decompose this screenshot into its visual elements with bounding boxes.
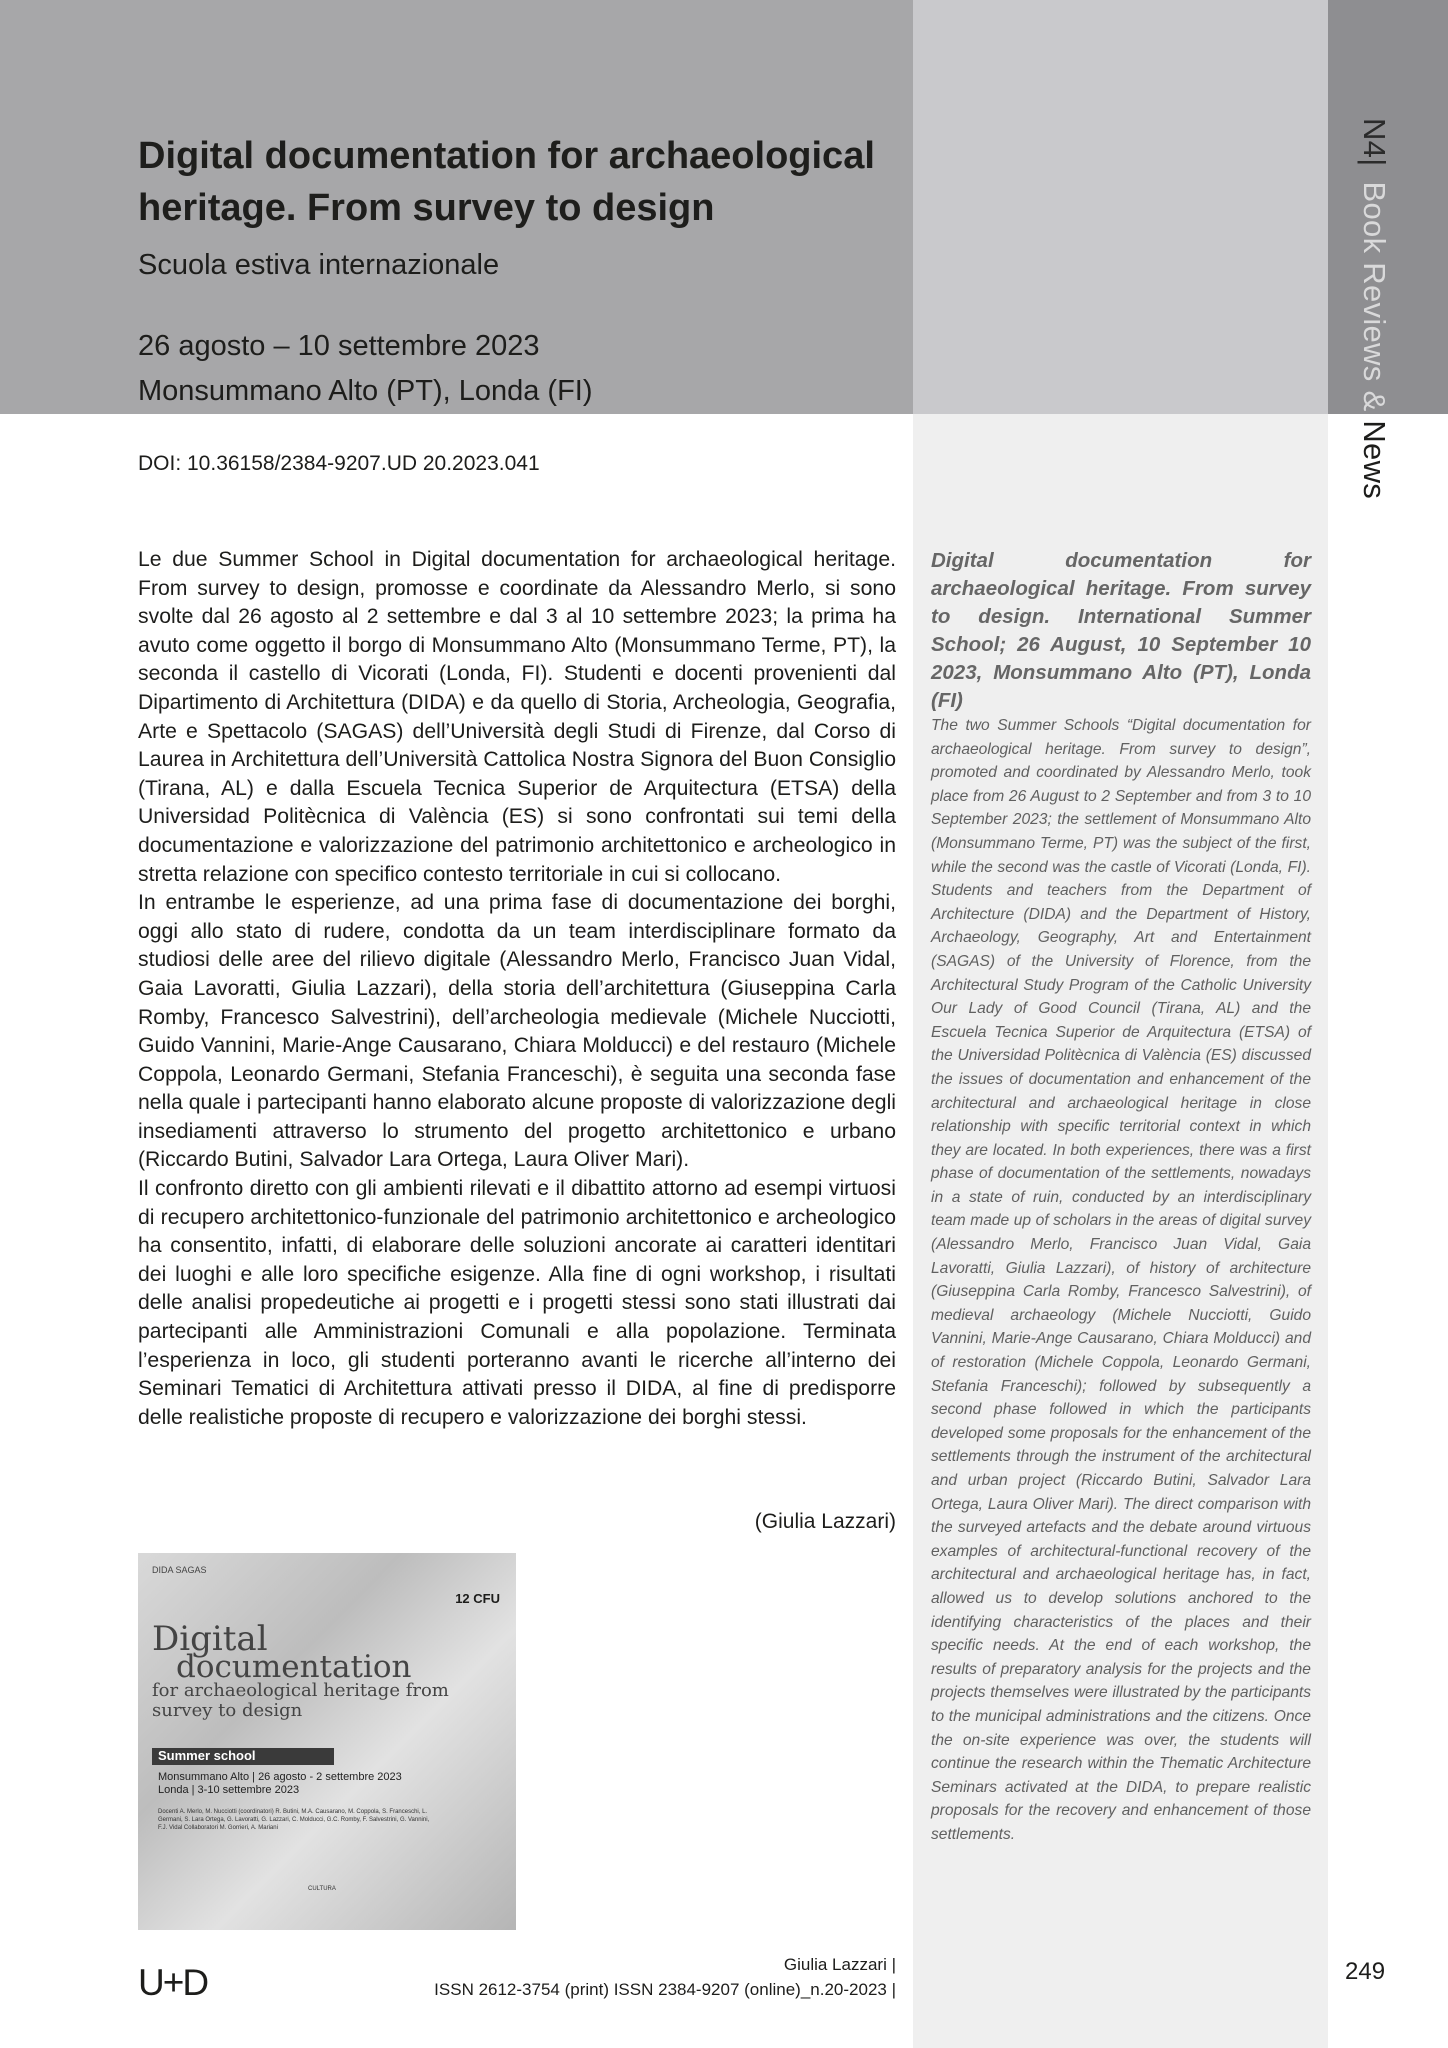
side-column-header: [913, 0, 1328, 414]
poster-locations: [158, 1771, 402, 1797]
poster-logos: DIDA SAGAS: [152, 1565, 207, 1575]
footer-author: Giulia Lazzari |: [783, 1955, 896, 1974]
poster-title: [152, 1619, 512, 1721]
title-block: [138, 130, 898, 284]
section-label: [1354, 118, 1394, 498]
main-body: [138, 546, 896, 1432]
poster-title-line: documentation: [176, 1649, 412, 1685]
author-signature: (Giulia Lazzari): [754, 1510, 896, 1533]
page-number: 249: [1345, 1958, 1386, 1985]
poster-location: Monsummano Alto | 26 agosto - 2 settembre 2023: [158, 1771, 402, 1783]
article-title: Digital documentation for archaeological heritage. From survey to design: [138, 135, 875, 229]
paragraph: Il confronto diretto con gli ambienti rilevati e il dibattito attorno ad esempi virtuosi di recupero architettonico-funzionale del patrimonio architettonico e archeologico ha consentito, infatti, di elaborare delle soluzioni ancorate ai caratteri identitari dei luoghi e alle loro specifiche esigenze. Alla fine di ogni workshop, i risultati delle analisi propedeutiche ai progetti e i progetti stessi sono stati illustrati dai partecipanti alle Amministrazioni Comunali e alla popolazione. Terminata l’esperienza in loco, gli studenti porteranno avanti le ricerche all’interno dei Seminari Tematici di Architettura attivati presso il DIDA, al fine di predisporre delle realistiche proposte di recupero e valorizzazione dei borghi stessi.: [138, 1177, 896, 1429]
article-subtitle: Scuola estiva internazionale: [138, 249, 500, 281]
sidebar-abstract: The two Summer Schools “Digital documentation for archaeological heritage. From survey to design”, promoted and coordinated by Alessandro Merlo, took place from 26 August to 2 September and from 3 to 10 September 2023; the settlement of Monsummano Alto (Monsummano Terme, PT) was the subject of the first, while the second was the castle of Vicorati (Londa, FI). Students and teachers from the Department of Architecture (DIDA) and the Department of History, Archaeology, Geography, Art and Entertainment (SAGAS) of the University of Florence, from the Architectural Study Program of the Catholic University Our Lady of Good Council (Tirana, AL) and the Escuela Tecnica Superior de Arquitectura (ETSA) of the Universidad Politècnica di València (ES) discussed the issues of documentation and enhancement of the architectural and archaeological heritage in close relationship with specific territorial context in which they are located. In both experiences, there was a first phase of documentation of the settlements, nowadays in a state of ruin, conducted by an interdisciplinary team made up of scholars in the areas of digital survey (Alessandro Merlo, Francisco Juan Vidal, Gaia Lavoratti, Giulia Lazzari), of history of architecture (Giuseppina Carla Romby, Francesco Salvestrini), of medieval archaeology (Michele Nucciotti, Guido Vannini, Marie-Ange Causarano, Chiara Molducci) and of restoration (Michele Coppola, Leonardo Germani, Stefania Franceschi); followed by subsequently a second phase followed in which the participants developed some proposals for the enhancement of the settlements through the instrument of the architectural and urban project (Riccardo Butini, Salvador Lara Ortega, Laura Oliver Mari). The direct comparison with the surveyed artefacts and the debate around virtuous examples of architectural-functional recovery of the architectural and archaeological heritage has, in fact, allowed us to develop solutions anchored to the identifying characteristics of the places and their specific needs. At the end of each workshop, the results of preparatory analysis for the projects and the projects themselves were illustrated by the participants to the municipal administrations and the citizens. Once the on-site experience was over, the students will continue the research within the Thematic Architecture Seminars activated at the DIDA, to prepare realistic proposals for the recovery and enhancement of those settlements.: [931, 717, 1311, 1843]
poster-image: [138, 1553, 516, 1930]
section-number: N4: [1357, 118, 1392, 159]
poster-location: Londa | 3-10 settembre 2023: [158, 1784, 300, 1796]
paragraph: In entrambe le esperienze, ad una prima fase di documentazione dei borghi, oggi allo stato di rudere, condotta da un team interdisciplinare formato da studiosi delle aree del rilievo digitale (Alessandro Merlo, Francisco Juan Vidal, Gaia Lavoratti, Giulia Lazzari), della storia dell’architettura (Giuseppina Carla Romby, Francesco Salvestrini), dell’archeologia medievale (Michele Nucciotti, Guido Vannini, Marie-Ange Causarano, Chiara Molducci) e del restauro (Michele Coppola, Leonardo Germani, Stefania Franceschi), è seguita una seconda fase nella quale i partecipanti hanno elaborato alcune proposte di valorizzazione degli insediamenti attraverso lo strumento del progetto architettonico e urbano (Riccardo Butini, Salvador Lara Ortega, Laura Oliver Mari).: [138, 891, 896, 1172]
event-info: [138, 324, 593, 414]
event-dates: 26 agosto – 10 settembre 2023: [138, 330, 540, 362]
section-name-light: Book Reviews &: [1357, 181, 1392, 412]
section-name-dark: News: [1357, 420, 1392, 500]
poster-title-line: Digital: [152, 1619, 268, 1659]
poster-cfu: 12 CFU: [455, 1591, 500, 1606]
journal-logo: U+D: [138, 1962, 208, 2003]
poster-title-line: for archaeological heritage from survey to design: [152, 1680, 449, 1721]
section-separator: |: [1357, 158, 1392, 167]
sidebar-title: Digital documentation for archaeological heritage. From survey to design. International Summer School; 26 August, 10 September 10 2023, Monsummano Alto (PT), Londa (FI): [931, 549, 1311, 712]
paragraph: Le due Summer School in Digital documentation for archaeological heritage. From survey to design, promosse e coordinate da Alessandro Merlo, si sono svolte dal 26 agosto al 2 settembre e dal 3 al 10 settembre 2023; la prima ha avuto come oggetto il borgo di Monsummano Alto (Monsummano Terme, PT), la seconda il castello di Vicorati (Londa, FI). Studenti e docenti provenienti dal Dipartimento di Architettura (DIDA) e da quello di Storia, Archeologia, Geografia, Arte e Spettacolo (SAGAS) dell’Università degli Studi di Firenze, dal Corso di Laurea in Architettura dell’Università Cattolica Nostra Signora del Buon Consiglio (Tirana, AL) e dalla Escuela Tecnica Superior de Arquitectura (ETSA) della Universidad Politècnica di València (ES) si sono confrontati sui temi della documentazione e valorizzazione del patrimonio architettonico e archeologico in stretta relazione con specifico contesto territoriale in cui si collocano.: [138, 548, 896, 886]
event-place: Monsummano Alto (PT), Londa (FI): [138, 375, 593, 407]
poster-badge: Summer school: [152, 1748, 334, 1765]
poster-footer: CULTURA: [308, 1886, 336, 1892]
footer-issn: ISSN 2612-3754 (print) ISSN 2384-9207 (online)_n.20-2023 |: [434, 1980, 896, 1999]
doi: DOI: 10.36158/2384-9207.UD 20.2023.041: [138, 452, 540, 475]
poster-credits: Docenti A. Merlo, M. Nucciotti (coordinatori) R. Butini, M.A. Causarano, M. Coppola, S. Franceschi, L. Germani, S. Lara Ortega, G. Lavoratti, G. Lazzari, C. Molducci, G.C. Romby, F. Salvestrini, G. Vannini, F.J. Vidal Collaboratori M. Gorrieri, A. Mariani: [158, 1809, 430, 1831]
